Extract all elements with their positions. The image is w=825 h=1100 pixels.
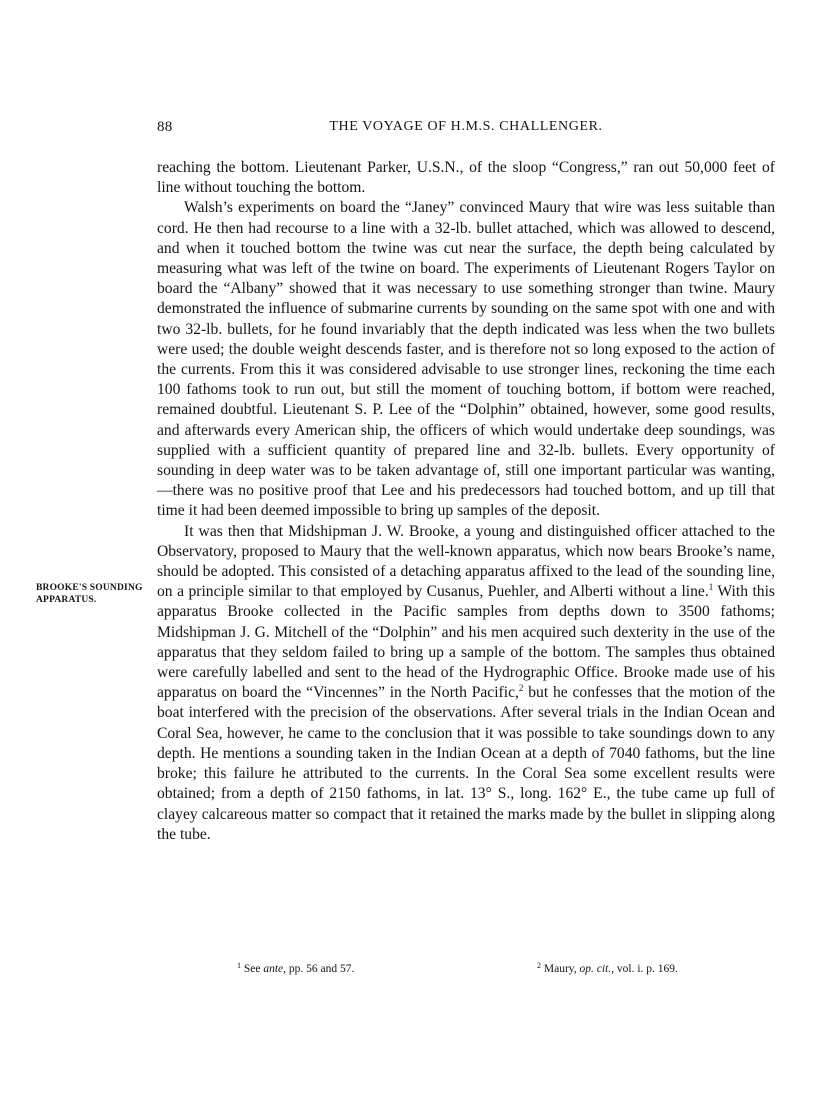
page-number: 88: [157, 119, 173, 135]
footnote-2-post: , vol. i. p. 169.: [611, 963, 678, 975]
footnote-2: [537, 963, 678, 975]
footnote-1-post: , pp. 56 and 57.: [283, 963, 355, 975]
paragraph-3-part-2: With this apparatus Brooke collected in the Pacific samples from depths down to 3500 fathoms; Midshipman J. G. Mitchell of the “Dolphin” and his men acquired such dexterity in the use of the apparatus that they seldom failed to bring up a sample of the bottom. The samples thus obtained were carefully labelled and sent to the head of the Hydrographic Office. Brooke made use of his apparatus on board the “Vincennes” in the North Pacific,: [157, 583, 775, 702]
paragraph-3: [157, 522, 775, 845]
body-text: [157, 158, 775, 845]
footnote-1-marker: 1: [237, 961, 241, 970]
page-header: [157, 119, 775, 141]
margin-note: BROOKE'S SOUNDING APPARATUS.: [36, 583, 143, 605]
footnote-1: [237, 963, 354, 975]
footnote-1-italic: ante: [263, 963, 284, 975]
paragraph-1: reaching the bottom. Lieutenant Parker, U.S.N., of the sloop “Congress,” ran out 50,000 feet of line without touching the bottom.: [157, 159, 775, 197]
footnote-2-marker: 2: [537, 961, 541, 970]
footnote-2-pre: Maury,: [543, 963, 580, 975]
paragraph-2: Walsh’s experiments on board the “Janey” convinced Maury that wire was less suitable than cord. He then had recourse to a line with a 32-lb. bullet attached, which was allowed to descend, and when it touched bottom the twine was cut near the surface, the depth being calculated by measuring what was left of the twine on board. The experiments of Lieutenant Rogers Taylor on board the “Albany” showed that it was necessary to use something stronger than twine. Maury demonstrated the influence of submarine currents by sounding on the same spot with one and with two 32-lb. bullets, for he found invariably that the depth indicated was less when the two bullets were used; the double weight descends faster, and is therefore not so long exposed to the action of the currents. From this it was considered advisable to use stronger lines, reckoning the time each 100 fathoms took to run out, but still the moment of touching bottom, if bottom were reached, remained doubtful. Lieutenant S. P. Lee of the “Dolphin” obtained, however, some good results, and afterwards every American ship, the officers of which would undertake deep soundings, was supplied with a sufficient quantity of prepared line and 32-lb. bullets. Every opportunity of sounding in deep water was to be taken advantage of, still one important particular was wanting, —there was no positive proof that Lee and his predecessors had touched bottom, and up till that time it had been deemed impossible to bring up samples of the deposit.: [157, 199, 775, 520]
paragraph-3-part-1: It was then that Midshipman J. W. Brooke, a young and distinguished officer attached to the Observatory, proposed to Maury that the well-known apparatus, which now bears Brooke’s name, should be adopted. This consisted of a detaching apparatus affixed to the lead of the sounding line, on a principle similar to that employed by Cusanus, Puehler, and Alberti without a line.: [157, 522, 775, 601]
footnote-2-italic: op. cit.: [579, 963, 612, 975]
running-title: THE VOYAGE OF H.M.S. CHALLENGER.: [329, 119, 603, 134]
footnotes: [157, 963, 775, 979]
footnote-1-pre: See: [243, 963, 264, 975]
paragraph-3-part-3: but he confesses that the motion of the boat interfered with the precision of the observations. After several trials in the Indian Ocean and Coral Sea, however, he came to the conclusion that it was possible to take soundings down to any depth. He mentions a sounding taken in the Indian Ocean at a depth of 7040 fathoms, but the line broke; this failure he attributed to the currents. In the Coral Sea some excellent results were obtained; from a depth of 2150 fathoms, in lat. 13° S., long. 162° E., the tube came up full of clayey calcareous matter so compact that it retained the marks made by the bullet in slipping along the tube.: [157, 684, 775, 843]
footnote-ref-1: 1: [708, 582, 714, 593]
footnote-ref-2: 2: [518, 683, 524, 694]
